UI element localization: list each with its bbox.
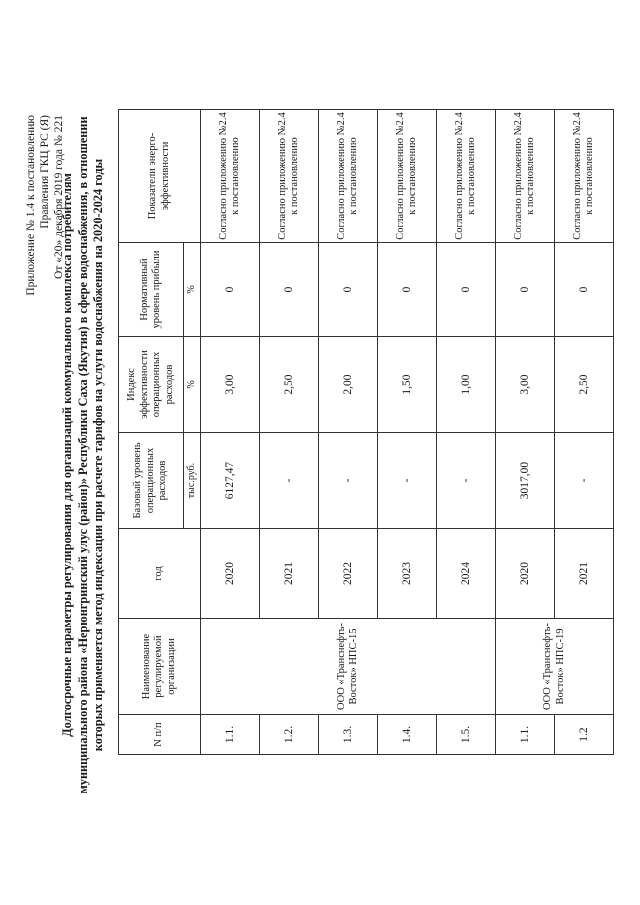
table-header-row: [119, 110, 184, 755]
header-num: N п/п: [119, 715, 201, 755]
unit-index: %: [184, 337, 201, 433]
cell-num: 1.4.: [378, 715, 437, 755]
cell-base: -: [260, 433, 319, 529]
cell-org: ООО «Транснефть-Восток» НПС-15: [201, 619, 496, 715]
cell-num: 1.3.: [319, 715, 378, 755]
cell-year: 2022: [319, 529, 378, 619]
cell-base: -: [319, 433, 378, 529]
cell-index: 1,00: [437, 337, 496, 433]
cell-index: 1,50: [378, 337, 437, 433]
cell-num: 1.2.: [260, 715, 319, 755]
cell-year: 2024: [437, 529, 496, 619]
annex-line-1: Приложение № 1.4 к постановлению: [25, 115, 37, 296]
cell-index: 2,50: [555, 337, 614, 433]
cell-org: ООО «Транснефть-Восток» НПС-19: [496, 619, 614, 715]
title-line-2: муниципального района «Нерюнгринский улус (район)» Республики Саха (Якутия) в сфере водоснабжения, в отношении: [75, 116, 90, 794]
cell-profit: 0: [201, 243, 260, 337]
cell-profit: 0: [260, 243, 319, 337]
cell-base: -: [437, 433, 496, 529]
cell-year: 2020: [496, 529, 555, 619]
cell-energy: Согласно приложению №2.4 к постановлению: [319, 110, 378, 243]
cell-index: 3,00: [201, 337, 260, 433]
cell-num: 1.1.: [496, 715, 555, 755]
header-year: год: [119, 529, 201, 619]
annex-line-2: Правления ГКЦ РС (Я): [39, 115, 51, 229]
cell-profit: 0: [437, 243, 496, 337]
table-row: [496, 110, 555, 755]
header-index: Индекс эффективности операционных расходов: [119, 337, 184, 433]
cell-index: 2,00: [319, 337, 378, 433]
cell-year: 2023: [378, 529, 437, 619]
cell-profit: 0: [319, 243, 378, 337]
header-energy: Показатели энерго-эффективности: [119, 110, 201, 243]
cell-base: 6127,47: [201, 433, 260, 529]
parameters-table: [118, 109, 614, 755]
cell-num: 1.5.: [437, 715, 496, 755]
cell-year: 2020: [201, 529, 260, 619]
title-line-3: которых применяется метод индексации при расчете тарифов на услуги водоснабжения на 2020-2024 годы: [91, 158, 105, 752]
annex-line-3: От «20» декабря 2019 года № 221: [53, 115, 65, 279]
table-body: [201, 110, 614, 755]
header-profit: Нормативный уровень прибыли: [119, 243, 184, 337]
cell-energy: Согласно приложению №2.4 к постановлению: [496, 110, 555, 243]
unit-base: тыс.руб.: [184, 433, 201, 529]
unit-profit: %: [184, 243, 201, 337]
cell-num: 1.1.: [201, 715, 260, 755]
cell-profit: 0: [555, 243, 614, 337]
cell-index: 2,50: [260, 337, 319, 433]
cell-energy: Согласно приложению №2.4 к постановлению: [378, 110, 437, 243]
cell-profit: 0: [496, 243, 555, 337]
cell-energy: Согласно приложению №2.4 к постановлению: [437, 110, 496, 243]
cell-year: 2021: [555, 529, 614, 619]
header-base: Базовый уровень операционных расходов: [119, 433, 184, 529]
table-row: [201, 110, 260, 755]
document-title: [60, 95, 107, 815]
cell-energy: Согласно приложению №2.4 к постановлению: [260, 110, 319, 243]
cell-num: 1.2: [555, 715, 614, 755]
title-line-1: Долгосрочные параметры регулирования для организаций коммунального комплекса потребителям: [60, 173, 74, 737]
cell-energy: Согласно приложению №2.4 к постановлению: [201, 110, 260, 243]
cell-base: -: [378, 433, 437, 529]
cell-energy: Согласно приложению №2.4 к постановлению: [555, 110, 614, 243]
cell-index: 3,00: [496, 337, 555, 433]
cell-base: -: [555, 433, 614, 529]
cell-base: 3017,00: [496, 433, 555, 529]
header-org: Наименование регулируемой организации: [119, 619, 201, 715]
cell-year: 2021: [260, 529, 319, 619]
cell-profit: 0: [378, 243, 437, 337]
